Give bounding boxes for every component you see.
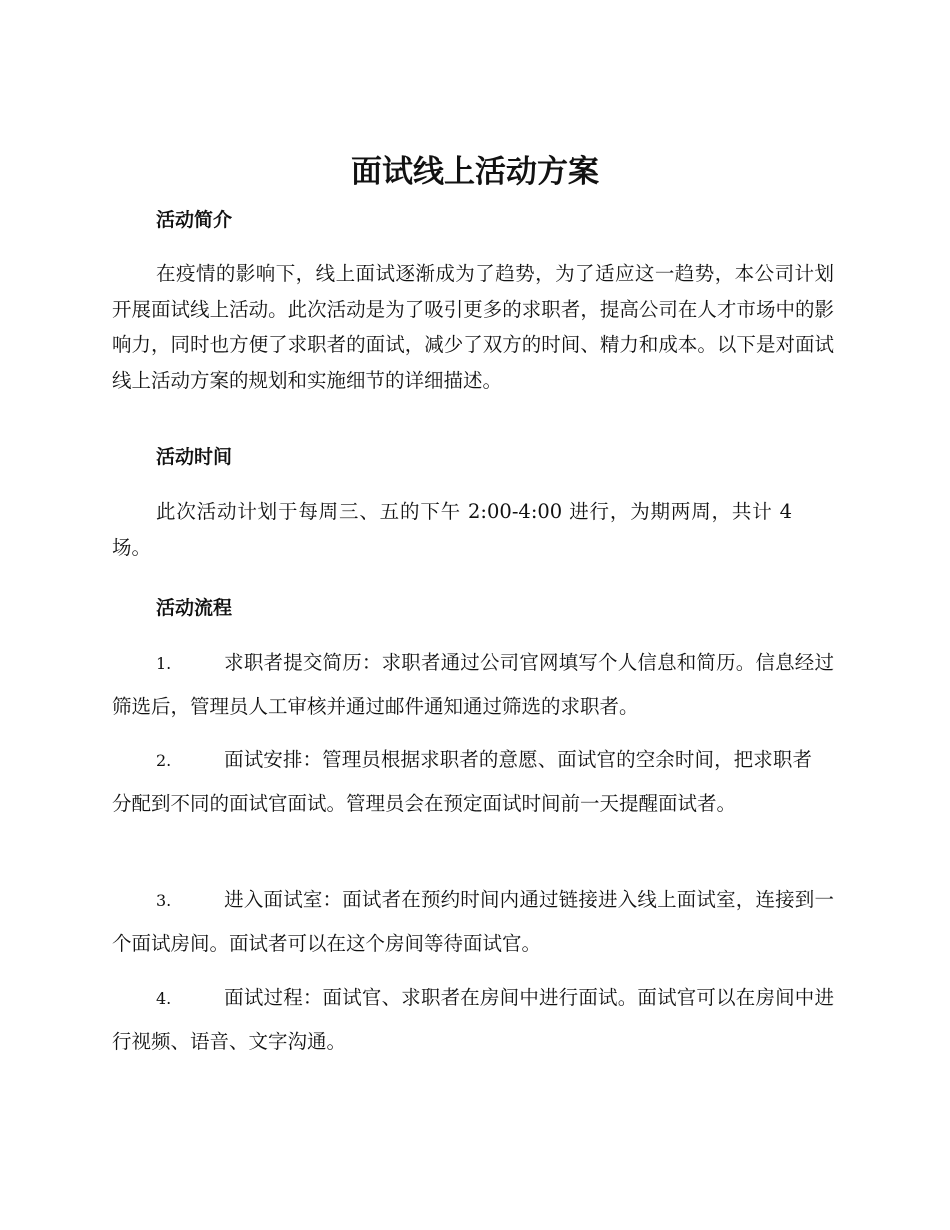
- list-item-text: 面试安排：管理员根据求职者的意愿、面试官的空余时间，把求职者分配到不同的面试官面试。管理员会在预定面试时间前一天提醒面试者。: [112, 748, 812, 815]
- list-item-text: 求职者提交简历：求职者通过公司官网填写个人信息和简历。信息经过筛选后，管理员人工审核并通过邮件通知通过筛选的求职者。: [112, 651, 834, 718]
- list-item: [112, 976, 834, 1063]
- section-heading-time: 活动时间: [156, 446, 233, 468]
- section-paragraph-intro: 在疫情的影响下，线上面试逐渐成为了趋势，为了适应这一趋势，本公司计划开展面试线上活动。此次活动是为了吸引更多的求职者，提高公司在人才市场中的影响力，同时也方便了求职者的面试，减少了双方的时间、精力和成本。以下是对面试线上活动方案的规划和实施细节的详细描述。: [112, 262, 834, 392]
- list-item-number: 3.: [156, 891, 172, 910]
- section-heading-process: 活动流程: [156, 597, 233, 619]
- list-item-number: 1.: [156, 654, 172, 673]
- list-item-number: 4.: [156, 989, 172, 1008]
- document-title: 面试线上活动方案: [351, 154, 599, 190]
- list-item: [112, 738, 812, 825]
- list-item: [112, 641, 834, 728]
- list-item-text: 进入面试室：面试者在预约时间内通过链接进入线上面试室，连接到一个面试房间。面试者可以在这个房间等待面试官。: [112, 888, 834, 955]
- list-item-text: 面试过程：面试官、求职者在房间中进行面试。面试官可以在房间中进行视频、语音、文字沟通。: [112, 986, 834, 1053]
- list-item-number: 2.: [156, 751, 172, 770]
- list-item: [112, 878, 834, 965]
- section-heading-intro: 活动简介: [156, 209, 233, 231]
- section-paragraph-time: 此次活动计划于每周三、五的下午 2:00-4:00 进行，为期两周，共计 4 场。: [112, 500, 792, 559]
